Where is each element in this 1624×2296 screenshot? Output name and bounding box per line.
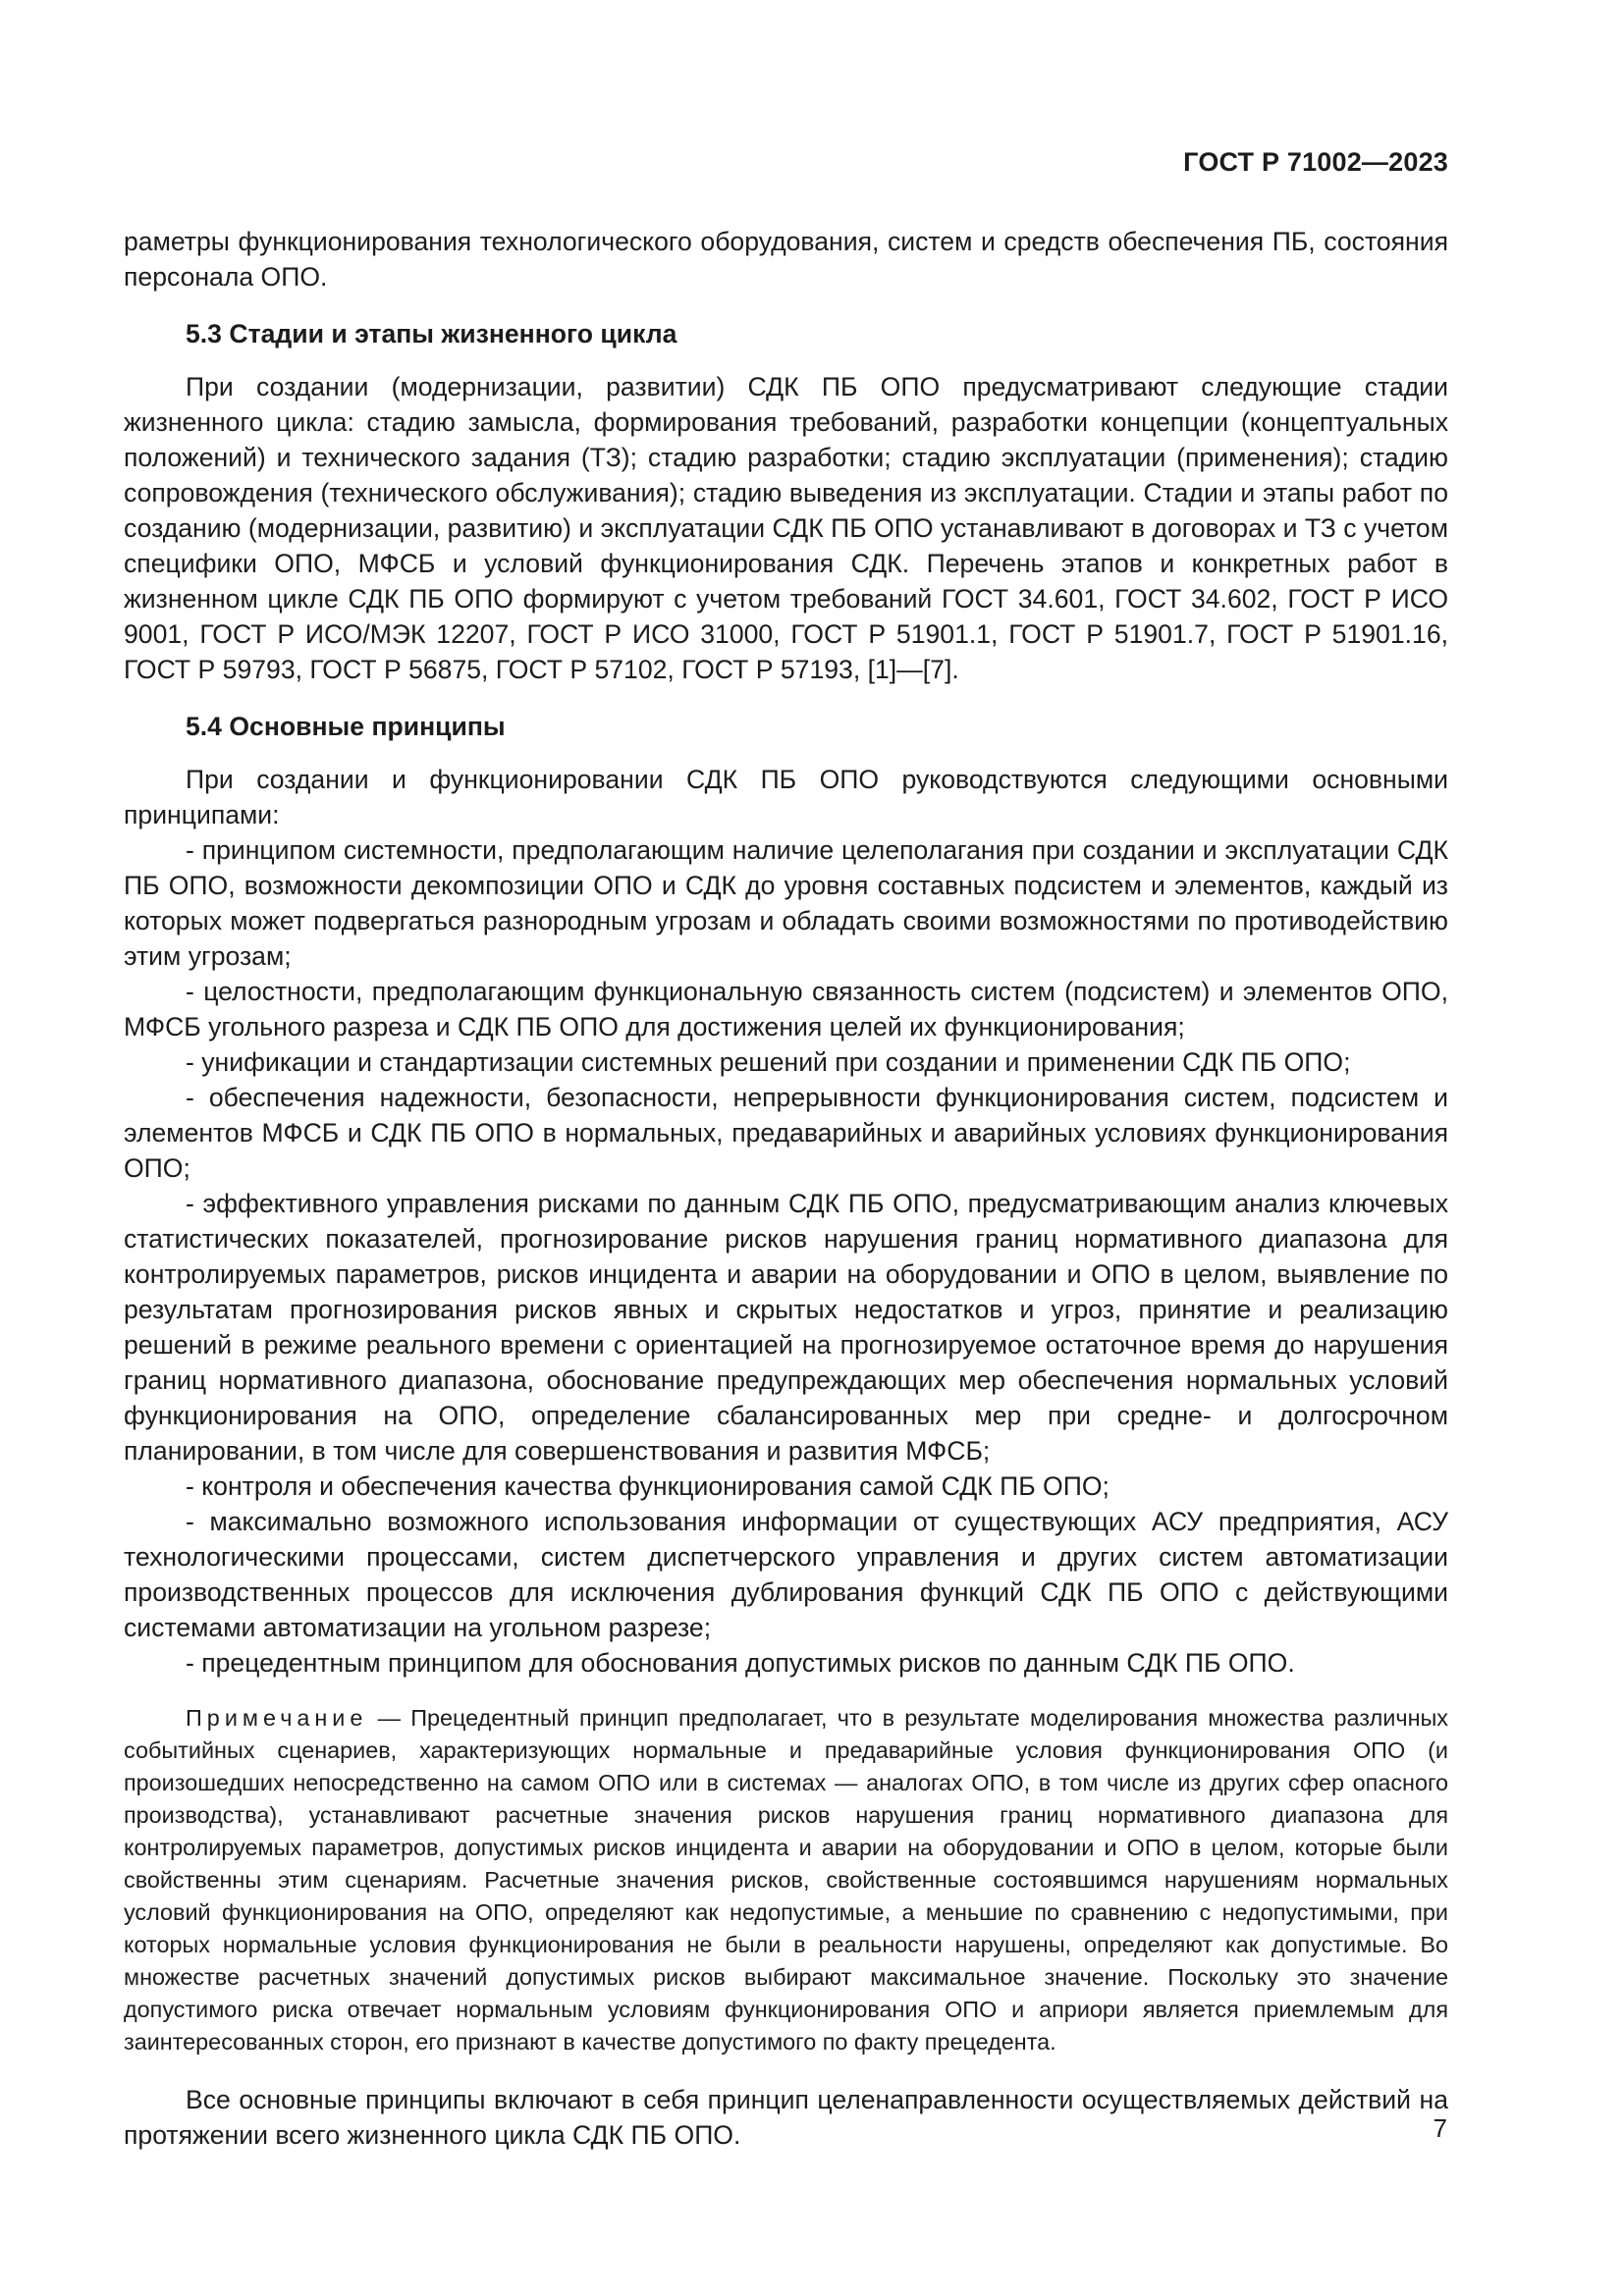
section-5-4-title: 5.4 Основные принципы — [186, 712, 506, 741]
note-text: — Прецедентный принцип предполагает, что в результате моделирования множества различных событийных сценариев, характеризующих нормальные и предаварийные условия функционирования ОПО (и произошедших непосредственно на самом ОПО или в системах — аналогах ОПО, в том числе из других сфер опасного производства), устанавливают расчетные значения рисков нарушения границ нормативного диапазона для контролируемых параметров, допустимых рисков инцидента и аварии на оборудовании и ОПО в целом, которые были свойственны этим сценариям. Расчетные значения рисков, свойственные состоявшимся нарушениям нормальных условий функционирования на ОПО, определяют как недопустимые, а меньшие по сравнению с недопустимыми, при которых нормальные условия функционирования не были в реальности нарушены, определяют как допустимые. Во множестве расчетных значений допустимых рисков выбирают максимальное значение. Поскольку это значение допустимого риска отвечает нормальным условиям функционирования ОПО и априори является приемлемым для заинтересованных сторон, его признают в качестве допустимого по факту прецедента. — [124, 1705, 1448, 2055]
principle-item: - эффективного управления рисками по данным СДК ПБ ОПО, предусматривающим анализ ключевых статистических показателей, прогнозирование рисков нарушения границ нормативного диапазона для контролируемых параметров, рисков инцидента и аварии на оборудовании и ОПО в целом, выявление по результатам прогнозирования рисков явных и скрытых недостатков и угроз, принятие и реализацию решений в режиме реального времени с ориентацией на прогнозируемое остаточное время до нарушения границ нормативного диапазона, обоснование предупреждающих мер обеспечения нормальных условий функционирования на ОПО, определение сбалансированных мер при средне- и долгосрочном планировании, в том числе для совершенствования и развития МФСБ; — [124, 1189, 1448, 1466]
note-paragraph — [124, 1702, 1448, 2058]
section-5-3-title: 5.3 Стадии и этапы жизненного цикла — [186, 319, 677, 348]
section-5-3-paragraph: При создании (модернизации, развитии) СДК ПБ ОПО предусматривают следующие стадии жизненного цикла: стадию замысла, формирования требований, разработки концепции (концептуальных положений) и технического задания (ТЗ); стадию разработки; стадию эксплуатации (применения); стадию сопровождения (технического обслуживания); стадию выведения из эксплуатации. Стадии и этапы работ по созданию (модернизации, развитию) и эксплуатации СДК ПБ ОПО устанавливают в договорах и ТЗ с учетом специфики ОПО, МФСБ и условий функционирования СДК. Перечень этапов и конкретных работ в жизненном цикле СДК ПБ ОПО формируют с учетом требований ГОСТ 34.601, ГОСТ 34.602, ГОСТ Р ИСО 9001, ГОСТ Р ИСО/МЭК 12207, ГОСТ Р ИСО 31000, ГОСТ Р 51901.1, ГОСТ Р 51901.7, ГОСТ Р 51901.16, ГОСТ Р 59793, ГОСТ Р 56875, ГОСТ Р 57102, ГОСТ Р 57193, [1]—[7]. — [124, 372, 1448, 684]
principle-item: - обеспечения надежности, безопасности, непрерывности функционирования систем, подсистем и элементов МФСБ и СДК ПБ ОПО в нормальных, предаварийных и аварийных условиях функционирования ОПО; — [124, 1083, 1448, 1183]
principle-item: - прецедентным принципом для обоснования допустимых рисков по данным СДК ПБ ОПО. — [186, 1648, 1295, 1678]
principle-item: - принципом системности, предполагающим наличие целеполагания при создании и эксплуатации СДК ПБ ОПО, возможности декомпозиции ОПО и СДК до уровня составных подсистем и элементов, каждый из которых может подвергаться разнородным угрозам и обладать своими возможностями по противодействию этим угрозам; — [124, 835, 1448, 971]
document-code: ГОСТ Р 71002—2023 — [1183, 147, 1448, 177]
principle-item: - максимально возможного использования информации от существующих АСУ предприятия, АСУ технологическими процессами, систем диспетчерского управления и других систем автоматизации производственных процессов для исключения дублирования функций СДК ПБ ОПО с действующими системами автоматизации на угольном разрезе; — [124, 1507, 1448, 1642]
principle-item: - унификации и стандартизации системных решений при создании и применении СДК ПБ ОПО; — [186, 1047, 1351, 1077]
principle-item: - контроля и обеспечения качества функционирования самой СДК ПБ ОПО; — [186, 1471, 1110, 1501]
intro-paragraph: раметры функционирования технологического оборудования, систем и средств обеспечения ПБ, состояния персонала ОПО. — [124, 227, 1448, 292]
section-5-4-intro: При создании и функционировании СДК ПБ ОПО руководствуются следующими основными принципами: — [124, 765, 1448, 829]
principle-item: - целостности, предполагающим функциональную связанность систем (подсистем) и элементов ОПО, МФСБ угольного разреза и СДК ПБ ОПО для достижения целей их функционирования; — [124, 977, 1448, 1041]
closing-paragraph: Все основные принципы включают в себя принцип целенаправленности осуществляемых действий на протяжении всего жизненного цикла СДК ПБ ОПО. — [124, 2085, 1448, 2150]
page-content — [124, 224, 1448, 2153]
note-label: Примечание — [186, 1705, 368, 1731]
page-number: 7 — [1433, 2113, 1447, 2143]
